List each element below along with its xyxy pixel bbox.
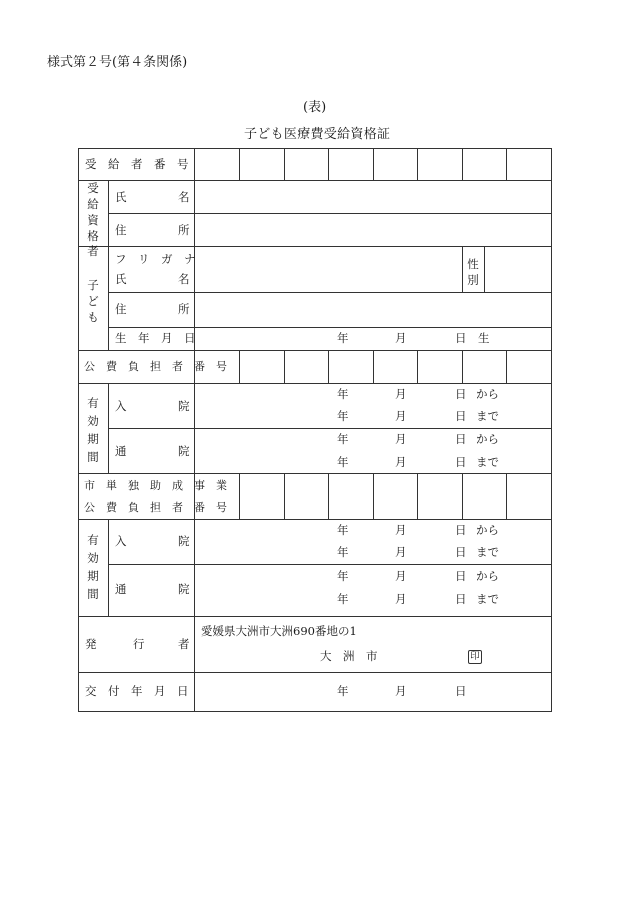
inpatient-from-label-2: から (476, 523, 499, 537)
inpatient-label-left-2: 入 (115, 534, 127, 548)
child-address-label-left: 住 (115, 302, 127, 316)
inpatient-until-day-1: 日 (455, 409, 467, 423)
inpatient-from-day-2: 日 (455, 523, 467, 537)
outpatient-label-right-2: 院 (178, 582, 190, 596)
inpatient-from-day-1: 日 (455, 387, 467, 401)
inpatient-from-month-1: 月 (395, 387, 407, 401)
validity-group-label-2: 有 効 期 間 (87, 533, 99, 602)
inpatient-label-left-1: 入 (115, 399, 127, 413)
address-label-right: 所 (178, 223, 190, 237)
issuer-address: 愛媛県大洲市大洲690番地の1 (201, 624, 357, 638)
birth-month-label: 月 (395, 331, 407, 345)
child-address-label-right: 所 (178, 302, 190, 316)
outpatient-until-day-1: 日 (455, 455, 467, 469)
issuer-label-a: 発 (85, 637, 97, 651)
form-side-label: (表) (303, 100, 327, 115)
city-program-label-line2: 公 費 負 担 者 番 号 (84, 501, 227, 514)
public-payer-number-label: 公 費 負 担 者 番 号 (84, 360, 227, 373)
issue-year-label: 年 (337, 684, 349, 698)
birth-day-label: 日 (455, 331, 467, 345)
outpatient-from-year-2: 年 (337, 569, 349, 583)
qualified-person-group-label: 受 給 資 格 者 (87, 181, 99, 259)
issue-month-label: 月 (395, 684, 407, 698)
outpatient-until-month-2: 月 (395, 592, 407, 606)
outpatient-from-month-1: 月 (395, 432, 407, 446)
child-name-label-left: 氏 (115, 272, 127, 286)
address-label-left: 住 (115, 223, 127, 237)
issue-day-label: 日 (455, 684, 467, 698)
outpatient-until-day-2: 日 (455, 592, 467, 606)
inpatient-until-label-2: まで (476, 545, 499, 559)
birth-year-label: 年 (337, 331, 349, 345)
inpatient-until-month-1: 月 (395, 409, 407, 423)
inpatient-from-label-1: から (476, 387, 499, 401)
outpatient-label-left-1: 通 (115, 444, 127, 458)
recipient-number-label: 受 給 者 番 号 (85, 157, 189, 171)
name-label-right: 名 (178, 190, 190, 204)
outpatient-until-month-1: 月 (395, 455, 407, 469)
name-label-left: 氏 (115, 190, 127, 204)
inpatient-from-year-1: 年 (337, 387, 349, 401)
outpatient-until-label-1: まで (476, 455, 499, 469)
issuer-name: 大 洲 市 (320, 649, 378, 663)
form-title: 子ども医療費受給資格証 (244, 127, 391, 142)
outpatient-until-label-2: まで (476, 592, 499, 606)
inpatient-from-month-2: 月 (395, 523, 407, 537)
inpatient-until-year-1: 年 (337, 409, 349, 423)
child-name-label-right: 名 (178, 272, 190, 286)
city-program-label-line1: 市 単 独 助 成 事 業 (84, 479, 227, 492)
validity-group-label-1: 有 効 期 間 (87, 396, 99, 465)
outpatient-label-right-1: 院 (178, 444, 190, 458)
outpatient-from-year-1: 年 (337, 432, 349, 446)
inpatient-until-year-2: 年 (337, 545, 349, 559)
inpatient-until-month-2: 月 (395, 545, 407, 559)
inpatient-until-label-1: まで (476, 409, 499, 423)
outpatient-from-month-2: 月 (395, 569, 407, 583)
outpatient-until-year-2: 年 (337, 592, 349, 606)
inpatient-label-right-2: 院 (178, 534, 190, 548)
issue-date-label: 交 付 年 月 日 (85, 684, 189, 698)
issuer-label-b: 行 (133, 637, 145, 651)
outpatient-from-day-2: 日 (455, 569, 467, 583)
outpatient-from-label-1: から (476, 432, 499, 446)
outpatient-label-left-2: 通 (115, 582, 127, 596)
outpatient-until-year-1: 年 (337, 455, 349, 469)
outpatient-from-day-1: 日 (455, 432, 467, 446)
form-number: 様式第２号(第４条関係) (47, 55, 188, 70)
child-group-label: 子 ど も (87, 278, 99, 324)
birth-date-label: 生 年 月 日 (115, 331, 196, 345)
birth-suffix-label: 生 (478, 331, 490, 345)
furigana-label: フ リ ガ ナ (115, 252, 196, 266)
inpatient-until-day-2: 日 (455, 545, 467, 559)
inpatient-from-year-2: 年 (337, 523, 349, 537)
outpatient-from-label-2: から (476, 569, 499, 583)
gender-label: 性 別 (467, 257, 479, 287)
inpatient-label-right-1: 院 (178, 399, 190, 413)
issuer-label-c: 者 (178, 637, 190, 651)
seal-mark: 印 (468, 650, 482, 664)
